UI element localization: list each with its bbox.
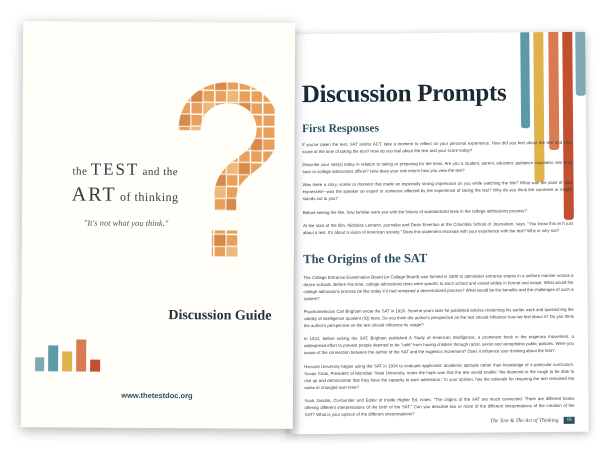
paragraph: The College Entrance Examination Board (or College Board) was formed in 1900 to administer entrance exams in a uniform manner across a dozen schools. Before this time, college admissions tests were specific to each school and varied widely in format and scope. What would the college admissions process be like today if it had remained a decentralized process? What would be the benefits and the challenges of such a system? (303, 272, 574, 302)
section-heading-first-responses: First Responses (302, 122, 380, 136)
cover-bar-lightblue (35, 357, 44, 371)
discussion-guide-cover (21, 21, 295, 429)
paragraph: Scott Jaschik, Co-founder and Editor of Inside Higher Ed, notes: "The origins of the SAT are much connected. There are different books offering different interpretations of the birth of the SAT." Can you describe two or more of the different interpretations of the creation of the SAT? What is your opinion of the different interpretations? (304, 395, 575, 418)
cover-title (50, 159, 200, 207)
page-title: Discussion Prompts (301, 79, 507, 109)
cover-title-test: TEST (90, 159, 140, 179)
paragraph: Was there a story, scene or moment that made an especially strong impression on you while watching the film? What was the point of view expressed—was the speaker an expert or someone affected by the experience of taking the test? Why do you think the comment or insight stands out to you? (302, 180, 573, 202)
cover-url: www.thetestdoc.org (121, 390, 193, 401)
paragraph: Psychometrician Carl Brigham wrote the SAT in 1926. Several years later he published articles reclaiming his earlier work and questioning the validity of intelligence quotient (IQ) tests. Do you think the author's perspective on the test should influence how we feel about it? Do you think the author's perspective on the test should influence its usage? (303, 306, 574, 329)
cover-title-the: the (72, 165, 91, 178)
footer-title: The Test & The Art of Thinking (490, 417, 559, 425)
cover-bar-red (90, 360, 100, 372)
cover-tagline: "It's not what you think." (83, 217, 169, 229)
page-number: 18 (564, 417, 575, 424)
cover-bar-orange (76, 340, 86, 372)
page-content (301, 79, 575, 418)
cover-decorative-bar-group (35, 337, 155, 372)
paragraph: In 1923, before writing the SAT, Brigham published A Study of American Intelligence, a prominent book in the eugenics movement, a widespread effort to prevent people deemed to be "unfit" from having children through racist, sexist and xenophobic public policies. Were you aware of the connection between the author of the SAT and the eugenics movement? Does it influence your thinking about the test? (303, 334, 574, 356)
cover-bar-yellow (62, 351, 72, 371)
page-footer (490, 417, 575, 425)
cover-title-andthe: and the (139, 165, 179, 179)
paragraph: If you've taken the test, SAT and/or ACT, take a moment to reflect on your personal experience. How did you feel about the test and your score at the time of taking the test? How do you feel about the test and your score today? (302, 139, 573, 155)
cover-bar-blue (48, 345, 58, 371)
cover-subtitle: Discussion Guide (168, 308, 272, 324)
section-heading-origins-of-the-sat: The Origins of the SAT (303, 250, 428, 266)
paragraph: Harvard University began using the SAT in 1934 to evaluate applicants' academic aptitude rather than knowledge of a particular curriculum. Susan Cook, President of Montclair State University, notes the hope was that the test would enable "the diamond in the rough to be able to rise up and demonstrate that they have the capacity to earn admission." In your opinion, has the rationale for requiring the test remained the same or changed over time? (304, 361, 575, 390)
paragraph: Describe your role(s) today in relation to taking or preparing for the tests. Are you a student, parent, educator, guidance counselor, test prep tutor or college admissions officer? How does your role inform how you view the test? (302, 159, 573, 175)
decorative-bar-lightblue (575, 32, 586, 96)
discussion-prompts-page (283, 32, 588, 435)
cover-title-ofthinking: of thinking (116, 189, 179, 205)
paragraph: Before seeing the film, how familiar were you with the history of standardized tests in the college admissions process? (302, 207, 527, 215)
cover-title-art: ART (71, 183, 117, 206)
paragraph: At the start of the film, Nicholas Lemann, journalist and Dean Emeritus at the Columbia School of Journalism, says, "You know this isn't just about a test. It's about a vision of American society." Does this statement resonate with your experience with the test? Why or why not? (302, 220, 573, 235)
